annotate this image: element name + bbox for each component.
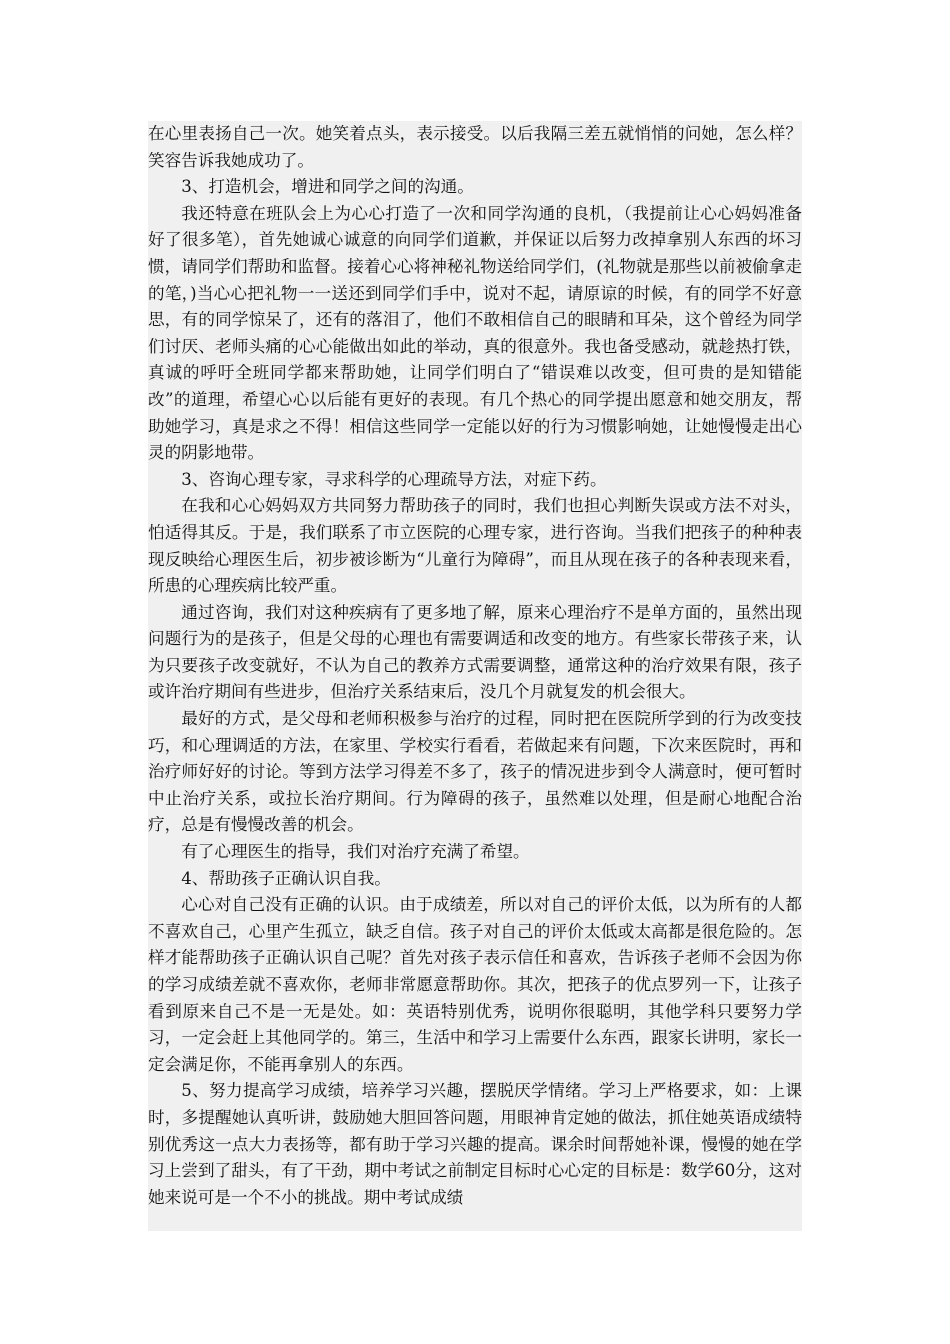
paragraph: 在心里表扬自己一次。她笑着点头，表示接受。以后我隔三差五就悄悄的问她，怎么样？笑容告诉我她成功了。 <box>148 124 802 170</box>
paragraph: 我还特意在班队会上为心心打造了一次和同学沟通的良机，（我提前让心心妈妈准备好了很多笔），首先她诚心诚意的向同学们道歉，并保证以后努力改掉拿别人东西的坏习惯，请同学们帮助和监督。接着心心将神秘礼物送给同学们，(礼物就是那些以前被偷拿走的笔，)当心心把礼物一一送还到同学们手中，说对不起，请原谅的时候，有的同学不好意思，有的同学惊呆了，还有的落泪了，他们不敢相信自己的眼睛和耳朵，这个曾经为同学们讨厌、老师头痛的心心能做出如此的举动，真的很意外。我也备受感动，就趁热打铁，真诚的呼吁全班同学都来帮助她，让同学们明白了“错误难以改变，但可贵的是知错能改”的道理，希望心心以后能有更好的表现。有几个热心的同学提出愿意和她交朋友，帮助她学习，真是求之不得！相信这些同学一定能以好的行为习惯影响她，让她慢慢走出心灵的阴影地带。 <box>148 203 802 463</box>
paragraph: 通过咨询，我们对这种疾病有了更多地了解，原来心理治疗不是单方面的，虽然出现问题行为的是孩子，但是父母的心理也有需要调适和改变的地方。有些家长带孩子来，认为只要孩子改变就好，不认为自己的教养方式需要调整，通常这种的治疗效果有限，孩子或许治疗期间有些进步，但治疗关系结束后，没几个月就复发的机会很大。 <box>148 602 802 702</box>
paragraph: 最好的方式，是父母和老师积极参与治疗的过程，同时把在医院所学到的行为改变技巧，和心理调适的方法，在家里、学校实行看看，若做起来有问题，下次来医院时，再和治疗师好好的讨论。等到方法学习得差不多了，孩子的情况进步到令人满意时，便可暂时中止治疗关系，或拉长治疗期间。行为障碍的孩子，虽然难以处理，但是耐心地配合治疗，总是有慢慢改善的机会。 <box>148 709 802 835</box>
section-heading: 3、咨询心理专家，寻求科学的心理疏导方法，对症下药。 <box>181 469 607 489</box>
paragraph: 心心对自己没有正确的认识。由于成绩差，所以对自己的评价太低，以为所有的人都不喜欢自己，心里产生孤立，缺乏自信。孩子对自己的评价太低或太高都是很危险的。怎样才能帮助孩子正确认识自己呢？首先对孩子表示信任和喜欢，告诉孩子老师不会因为你的学习成绩差就不喜欢你，老师非常愿意帮助你。其次，把孩子的优点罗列一下，让孩子看到原来自己不是一无是处。如：英语特别优秀，说明你很聪明，其他学科只要努力学习，一定会赶上其他同学的。第三，生活中和学习上需要什么东西，跟家长讲明，家长一定会满足你，不能再拿别人的东西。 <box>148 895 802 1074</box>
paragraph: 5、努力提高学习成绩，培养学习兴趣，摆脱厌学情绪。学习上严格要求，如：上课时，多提醒她认真听讲，鼓励她大胆回答问题，用眼神肯定她的做法，抓住她英语成绩特别优秀这一点大力表扬等，都有助于学习兴趣的提高。课余时间帮她补课，慢慢的她在学习上尝到了甜头，有了干劲，期中考试之前制定目标时心心定的目标是：数学60分，这对她来说可是一个不小的挑战。期中考试成绩 <box>148 1081 802 1207</box>
document-page <box>148 121 802 1231</box>
section-heading: 4、帮助孩子正确认识自我。 <box>181 868 391 888</box>
paragraph: 有了心理医生的指导，我们对治疗充满了希望。 <box>181 842 530 862</box>
paragraph: 在我和心心妈妈双方共同努力帮助孩子的同时，我们也担心判断失误或方法不对头，怕适得其反。于是，我们联系了市立医院的心理专家，进行咨询。当我们把孩子的种种表现反映给心理医生后，初步被诊断为“儿童行为障碍”，而且从现在孩子的各种表现来看，所患的心理疾病比较严重。 <box>148 496 802 596</box>
section-heading: 3、打造机会，增进和同学之间的沟通。 <box>181 177 474 197</box>
